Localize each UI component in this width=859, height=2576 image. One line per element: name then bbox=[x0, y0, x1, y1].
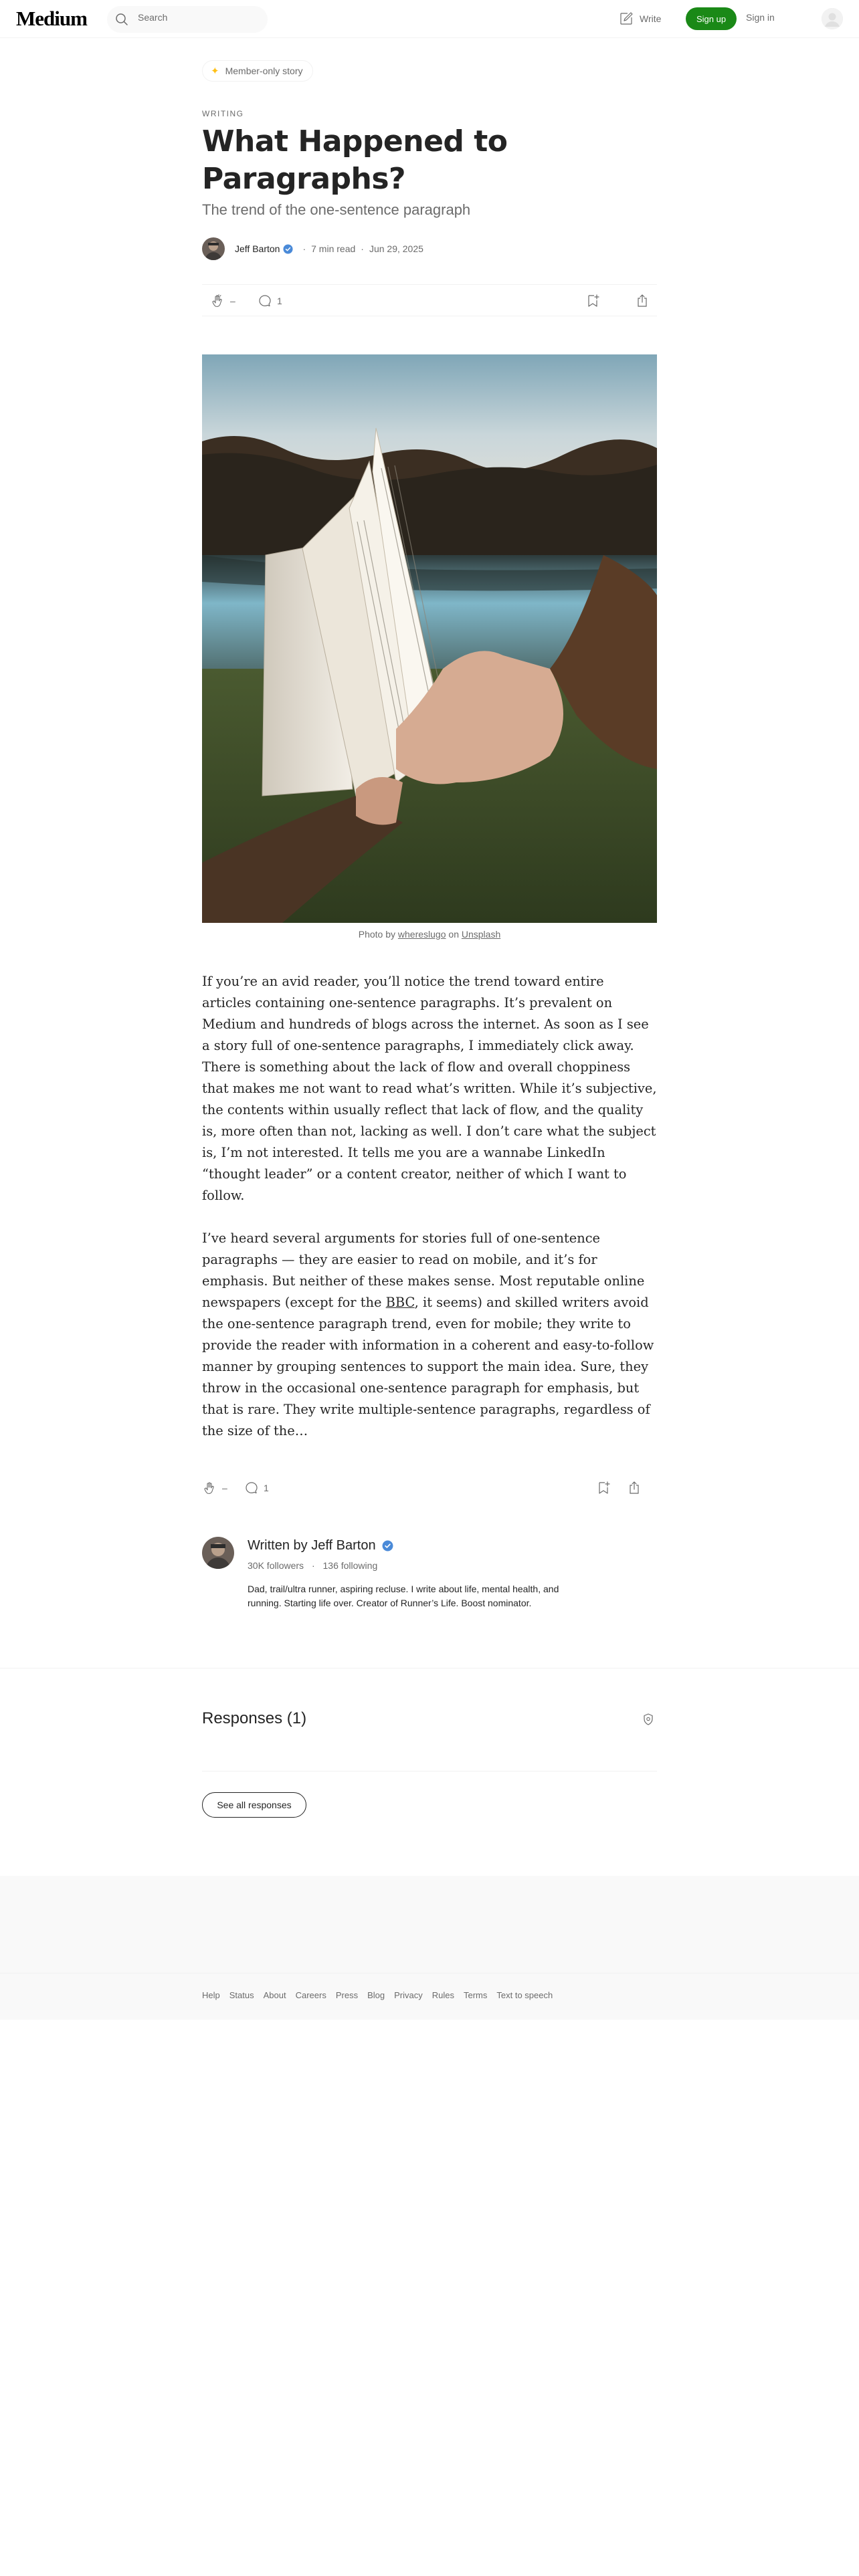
footer-link-privacy[interactable]: Privacy bbox=[394, 1990, 423, 2000]
footer-link-rules[interactable]: Rules bbox=[432, 1990, 454, 2000]
responses-divider bbox=[202, 1771, 657, 1772]
responses-button[interactable] bbox=[257, 293, 282, 309]
member-only-badge[interactable] bbox=[202, 60, 313, 82]
footer-links bbox=[202, 1990, 553, 2000]
footer-link-blog[interactable]: Blog bbox=[367, 1990, 385, 2000]
clap-button[interactable] bbox=[210, 293, 235, 309]
user-avatar-icon bbox=[822, 8, 843, 29]
responses-count: 1 bbox=[264, 1483, 269, 1493]
verified-badge-icon bbox=[283, 244, 293, 254]
bookmark-button-bottom[interactable] bbox=[595, 1480, 611, 1496]
unsplash-link[interactable]: Unsplash bbox=[461, 929, 501, 940]
written-by-heading bbox=[248, 1538, 397, 1553]
star-icon: ✦ bbox=[211, 66, 219, 77]
footer-link-press[interactable]: Press bbox=[335, 1990, 359, 2000]
author-card-avatar[interactable] bbox=[202, 1537, 234, 1569]
section-divider bbox=[0, 1668, 859, 1669]
clap-count: – bbox=[222, 1483, 227, 1493]
share-button-bottom[interactable] bbox=[626, 1480, 642, 1496]
footer-link-text-to-speech[interactable]: Text to speech bbox=[496, 1990, 553, 2000]
search-icon bbox=[114, 11, 130, 27]
clap-button-bottom[interactable] bbox=[202, 1480, 227, 1496]
footer-link-help[interactable]: Help bbox=[202, 1990, 220, 2000]
caption-middle: on bbox=[448, 929, 459, 940]
article-subtitle: The trend of the one-sentence paragraph bbox=[202, 201, 471, 218]
photographer-link[interactable]: whereslugo bbox=[397, 929, 446, 940]
share-icon bbox=[634, 293, 650, 309]
footer-link-status[interactable]: Status bbox=[229, 1990, 254, 2000]
footer-link-careers[interactable]: Careers bbox=[295, 1990, 326, 2000]
comment-icon bbox=[257, 293, 273, 309]
clap-icon bbox=[202, 1480, 218, 1496]
author-photo bbox=[202, 237, 225, 260]
author-avatar[interactable] bbox=[202, 237, 225, 260]
search-input[interactable] bbox=[138, 12, 258, 23]
avatar[interactable] bbox=[822, 8, 843, 29]
author-name-link[interactable]: Jeff Barton bbox=[235, 243, 280, 254]
write-icon bbox=[618, 11, 634, 27]
clap-icon bbox=[210, 293, 226, 309]
author-photo bbox=[202, 1537, 234, 1569]
share-icon bbox=[626, 1480, 642, 1496]
responses-count: 1 bbox=[277, 296, 282, 306]
comment-icon bbox=[244, 1480, 260, 1496]
caption-prefix: Photo by bbox=[358, 929, 396, 940]
book-photo bbox=[202, 354, 657, 923]
share-button[interactable] bbox=[634, 293, 650, 309]
following-count[interactable]: 136 following bbox=[322, 1560, 378, 1571]
bbc-link[interactable]: BBC bbox=[385, 1295, 415, 1310]
paragraph-text: I’ve heard several arguments for stories full of one-sentence paragraphs — they are easier to read on mobile, and it’s for emphasis. But neither of these makes sense. Most reputable online newspapers (except for the bbox=[202, 1230, 645, 1310]
write-label: Write bbox=[640, 13, 662, 24]
byline-separator: · bbox=[361, 243, 364, 254]
bottom-action-bar bbox=[202, 1475, 657, 1501]
article-action-bar bbox=[202, 284, 657, 316]
see-all-responses-button[interactable]: See all responses bbox=[202, 1792, 306, 1818]
write-button[interactable] bbox=[618, 9, 661, 28]
article-title: What Happened to Paragraphs? bbox=[202, 124, 508, 196]
verified-badge-icon bbox=[382, 1540, 393, 1551]
author-bio: Dad, trail/ultra runner, aspiring recluse. I write about life, mental health, and running. Starting life over. Creator of Runner’s Life. Boost nominator. bbox=[248, 1584, 559, 1608]
sign-in-link[interactable]: Sign in bbox=[746, 12, 775, 23]
byline bbox=[202, 237, 423, 261]
written-by-text[interactable]: Written by Jeff Barton bbox=[248, 1538, 376, 1553]
sign-up-button[interactable]: Sign up bbox=[686, 7, 737, 30]
footer-link-terms[interactable]: Terms bbox=[463, 1990, 488, 2000]
responses-heading: Responses (1) bbox=[202, 1709, 307, 1727]
article-kicker: WRITING bbox=[202, 109, 244, 118]
stats-separator: · bbox=[311, 1560, 315, 1571]
shield-icon[interactable] bbox=[642, 1713, 655, 1726]
top-navbar bbox=[0, 0, 859, 38]
publish-date: Jun 29, 2025 bbox=[369, 243, 423, 254]
responses-button-bottom[interactable] bbox=[244, 1480, 269, 1496]
follow-stats bbox=[248, 1560, 377, 1571]
byline-separator: · bbox=[302, 243, 306, 254]
read-time: 7 min read bbox=[311, 243, 356, 254]
bookmark-add-icon bbox=[595, 1480, 611, 1496]
bookmark-add-icon bbox=[585, 293, 601, 309]
bookmark-button[interactable] bbox=[585, 293, 601, 309]
article-paragraph bbox=[202, 1228, 657, 1442]
member-only-label: Member-only story bbox=[225, 66, 303, 76]
footer-link-about[interactable]: About bbox=[263, 1990, 286, 2000]
clap-count: – bbox=[230, 296, 235, 306]
image-caption bbox=[202, 929, 657, 940]
hero-image bbox=[202, 354, 657, 923]
medium-logo[interactable]: Medium bbox=[16, 7, 87, 30]
paragraph-text: , it seems) and skilled writers avoid the one-sentence paragraph trend, even for mobile; they write to provide the reader with information in a coherent and easy-to-follow manner by grouping sentences to support the main idea. Sure, they throw in the occasional one-sentence paragraph for emphasis, but that is rare. They write multiple-sentence paragraphs, regardless of the size of the… bbox=[202, 1295, 654, 1438]
followers-count[interactable]: 30K followers bbox=[248, 1560, 304, 1571]
article-paragraph: If you’re an avid reader, you’ll notice the trend toward entire articles containing one-sentence paragraphs. It’s prevalent on Medium and hundreds of blogs across the internet. As soon as I see a story full of one-sentence paragraphs, I immediately click away. There is something about the lack of flow and overall choppiness that makes me not want to read what’s written. While it’s subjective, the contents within usually reflect that lack of flow, and the quality is, more often than not, lacking as well. I don’t care what the subject is, I’m not interested. It tells me you are a wannabe LinkedIn “thought leader” or a content creator, neither of which I want to follow. bbox=[202, 974, 657, 1203]
